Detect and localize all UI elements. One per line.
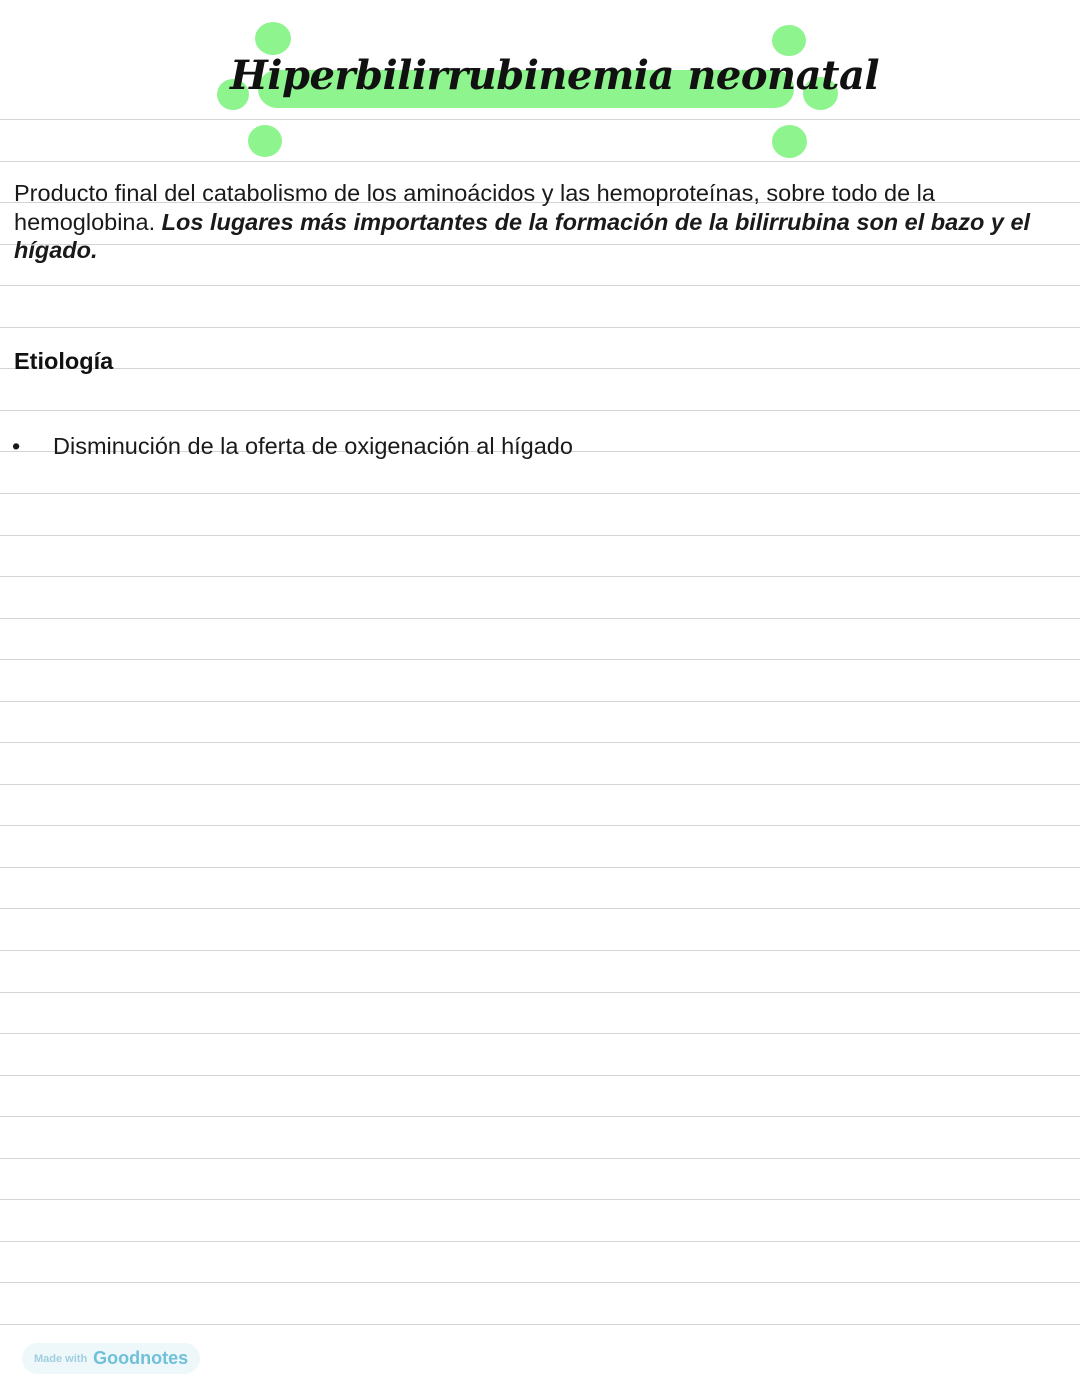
ruled-line xyxy=(0,908,1080,909)
ruled-line xyxy=(0,285,1080,286)
ruled-line xyxy=(0,327,1080,328)
bullet-icon: • xyxy=(12,433,21,459)
goodnotes-badge[interactable] xyxy=(22,1343,200,1374)
ruled-line xyxy=(0,825,1080,826)
ruled-line xyxy=(0,1199,1080,1200)
intro-bold-text: Los lugares más importantes de la formación de la bilirrubina son el bazo y el hígado. xyxy=(14,208,1031,263)
ruled-line xyxy=(0,576,1080,577)
ruled-line xyxy=(0,992,1080,993)
list-item-text: Disminución de la oferta de oxigenación al hígado xyxy=(53,433,573,459)
list-item xyxy=(0,433,573,463)
ruled-line xyxy=(0,493,1080,494)
decor-dot-bottom-left xyxy=(248,125,282,157)
ruled-line xyxy=(0,1075,1080,1076)
ruled-line xyxy=(0,701,1080,702)
decor-dot-top-left xyxy=(255,22,291,55)
title-area xyxy=(0,0,1080,170)
intro-regular-text: Producto final del catabolismo de los aminoácidos y las hemoproteínas, sobre todo de la hemoglobina. xyxy=(14,180,935,235)
ruled-line xyxy=(0,368,1080,369)
decor-dot-bottom-right xyxy=(772,125,807,158)
ruled-line xyxy=(0,618,1080,619)
ruled-line xyxy=(0,1033,1080,1034)
ruled-line xyxy=(0,1158,1080,1159)
badge-made-with-text: Made with xyxy=(34,1352,88,1365)
intro-paragraph xyxy=(14,179,1064,265)
ruled-line xyxy=(0,867,1080,868)
goodnotes-logo-text: Goodnotes xyxy=(93,1348,189,1368)
ruled-line xyxy=(0,1116,1080,1117)
ruled-line xyxy=(0,1324,1080,1325)
ruled-line xyxy=(0,742,1080,743)
bullet-list xyxy=(0,433,573,463)
section-heading: Etiología xyxy=(14,348,114,374)
ruled-line xyxy=(0,410,1080,411)
ruled-line xyxy=(0,535,1080,536)
ruled-line xyxy=(0,659,1080,660)
ruled-line xyxy=(0,950,1080,951)
ruled-line xyxy=(0,784,1080,785)
ruled-line xyxy=(0,1282,1080,1283)
page-title: Hiperbilirrubinemia neonatal xyxy=(230,52,880,99)
ruled-line xyxy=(0,1241,1080,1242)
